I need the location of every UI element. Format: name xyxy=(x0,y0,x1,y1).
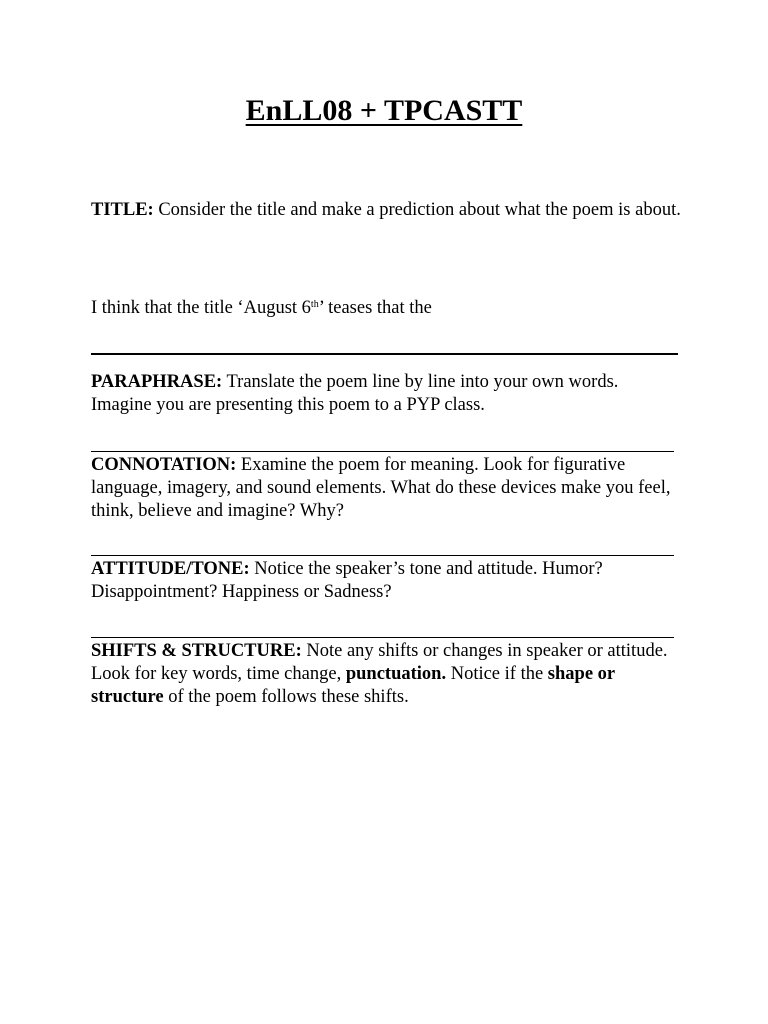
paraphrase-section xyxy=(91,371,681,417)
attitude-section xyxy=(91,558,681,604)
answer-line-paraphrase xyxy=(91,451,674,452)
attitude-heading: ATTITUDE/TONE: xyxy=(91,559,250,579)
shifts-text-1: Note any shifts or changes in speaker or attitude. Look for key words, time change, xyxy=(91,641,668,684)
shifts-text-2: Notice if the xyxy=(446,664,548,684)
title-section-text: Consider the title and make a prediction about what the poem is about. xyxy=(153,200,681,220)
title-section xyxy=(91,199,681,222)
answer-line-attitude xyxy=(91,637,674,638)
answer-line-title xyxy=(91,353,678,355)
answer-line-connotation xyxy=(91,555,674,556)
attitude-text: Notice the speaker’s tone and attitude. Humor? Disappointment? Happiness or Sadness? xyxy=(91,559,603,602)
title-section-heading: TITLE: xyxy=(91,200,154,220)
paraphrase-text: Translate the poem line by line into your own words. Imagine you are presenting this poem to a PYP class. xyxy=(91,372,619,415)
shifts-heading: SHIFTS & STRUCTURE: xyxy=(91,641,302,661)
document-title: EnLL08 + TPCASTT xyxy=(245,94,523,127)
prediction-superscript: th xyxy=(310,299,319,310)
shifts-bold-punctuation: punctuation. xyxy=(345,664,447,684)
connotation-text: Examine the poem for meaning. Look for figurative language, imagery, and sound elements. What do these devices make you feel, think, believe and imagine? Why? xyxy=(91,455,671,521)
connotation-heading: CONNOTATION: xyxy=(91,455,237,475)
shifts-text-3: of the poem follows these shifts. xyxy=(163,687,409,707)
paraphrase-heading: PARAPHRASE: xyxy=(91,372,223,392)
prediction-prompt xyxy=(91,297,681,320)
connotation-section xyxy=(91,454,681,523)
prediction-text-before: I think that the title ‘August 6 xyxy=(91,298,311,318)
shifts-bold-shape: shape or structure xyxy=(91,664,615,707)
prediction-text-after: ’ teases that the xyxy=(318,298,432,318)
shifts-section xyxy=(91,640,681,709)
